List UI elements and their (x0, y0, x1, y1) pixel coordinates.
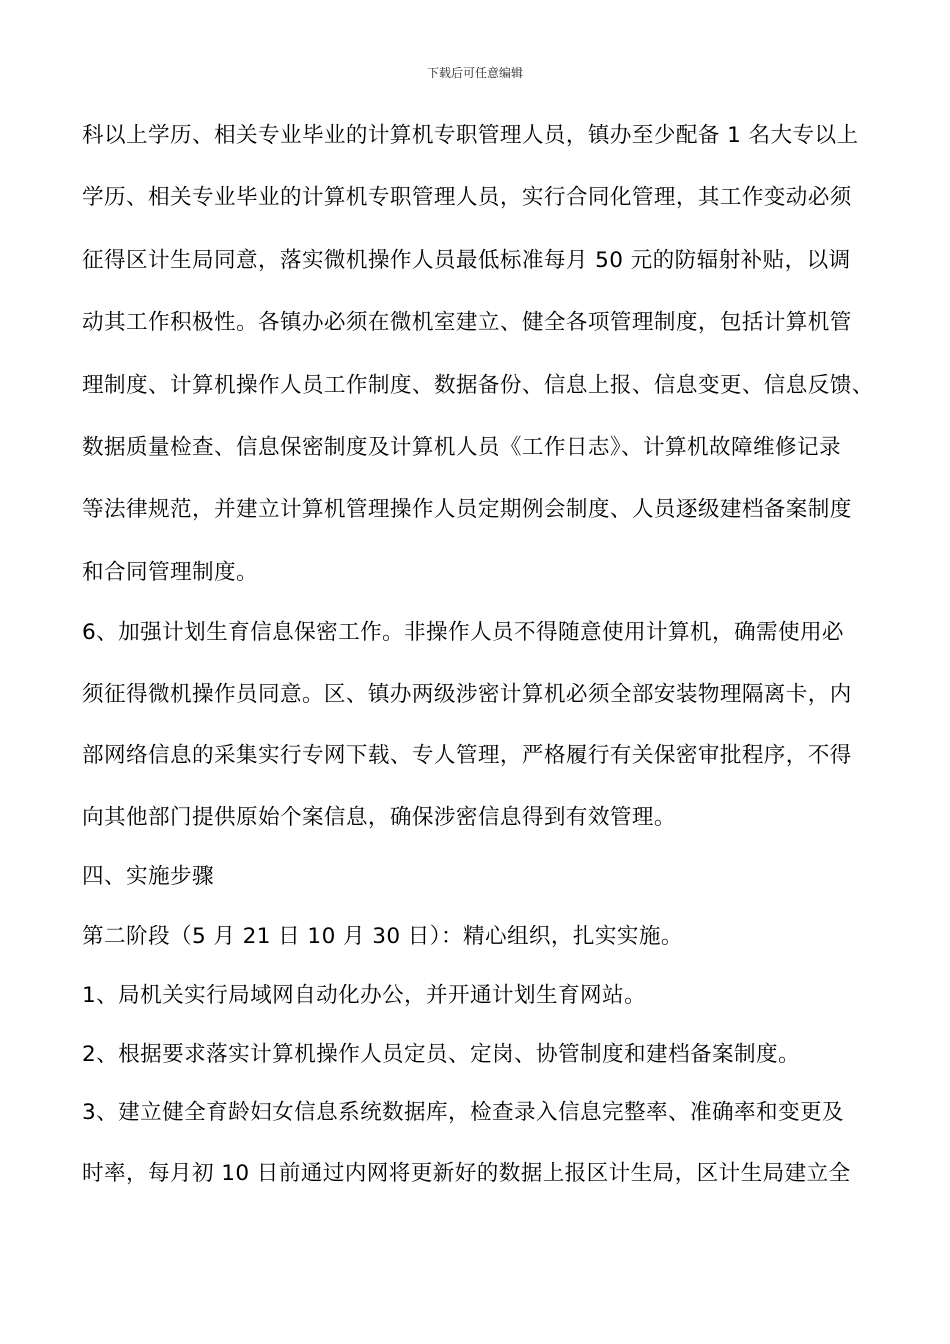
text-line: 部网络信息的采集实行专网下载、专人管理，严格履行有关保密审批程序，不得 (82, 743, 852, 768)
text-line: 须征得微机操作员同意。区、镇办两级涉密计算机必须全部安装物理隔离卡，内 (82, 682, 852, 707)
text-line: 学历、相关专业毕业的计算机专职管理人员，实行合同化管理，其工作变动必须 (82, 185, 852, 210)
list-item-3: 3、建立健全育龄妇女信息系统数据库，检查录入信息完整率、准确率和变更及 (82, 1100, 844, 1125)
text-line: 数据质量检查、信息保密制度及计算机人员《工作日志》、计算机故障维修记录 (82, 435, 841, 460)
section-heading: 四、实施步骤 (82, 864, 214, 889)
text-line: 等法律规范，并建立计算机管理操作人员定期例会制度、人员逐级建档备案制度 (82, 497, 852, 522)
text-line: 动其工作积极性。各镇办必须在微机室建立、健全各项管理制度，包括计算机管 (82, 310, 852, 335)
text-line: 科以上学历、相关专业毕业的计算机专职管理人员，镇办至少配备 1 名大专以上 (82, 123, 859, 148)
list-item-1: 1、局机关实行局域网自动化办公，并开通计划生育网站。 (82, 983, 646, 1008)
text-line: 时率，每月初 10 日前通过内网将更新好的数据上报区计生局，区计生局建立全 (82, 1161, 851, 1186)
page-header: 下载后可任意编辑 (426, 66, 523, 80)
numbered-item-6: 6、加强计划生育信息保密工作。非操作人员不得随意使用计算机，确需使用必 (82, 620, 844, 645)
text-line: 和合同管理制度。 (82, 560, 258, 585)
phase-heading: 第二阶段（5 月 21 日 10 月 30 日）：精心组织，扎实实施。 (82, 924, 683, 949)
list-item-2: 2、根据要求落实计算机操作人员定员、定岗、协管制度和建档备案制度。 (82, 1042, 800, 1067)
text-line: 向其他部门提供原始个案信息，确保涉密信息得到有效管理。 (82, 805, 676, 830)
text-line: 理制度、计算机操作人员工作制度、数据备份、信息上报、信息变更、信息反馈、 (82, 373, 874, 398)
text-line: 征得区计生局同意，落实微机操作人员最低标准每月 50 元的防辐射补贴，以调 (82, 248, 851, 273)
